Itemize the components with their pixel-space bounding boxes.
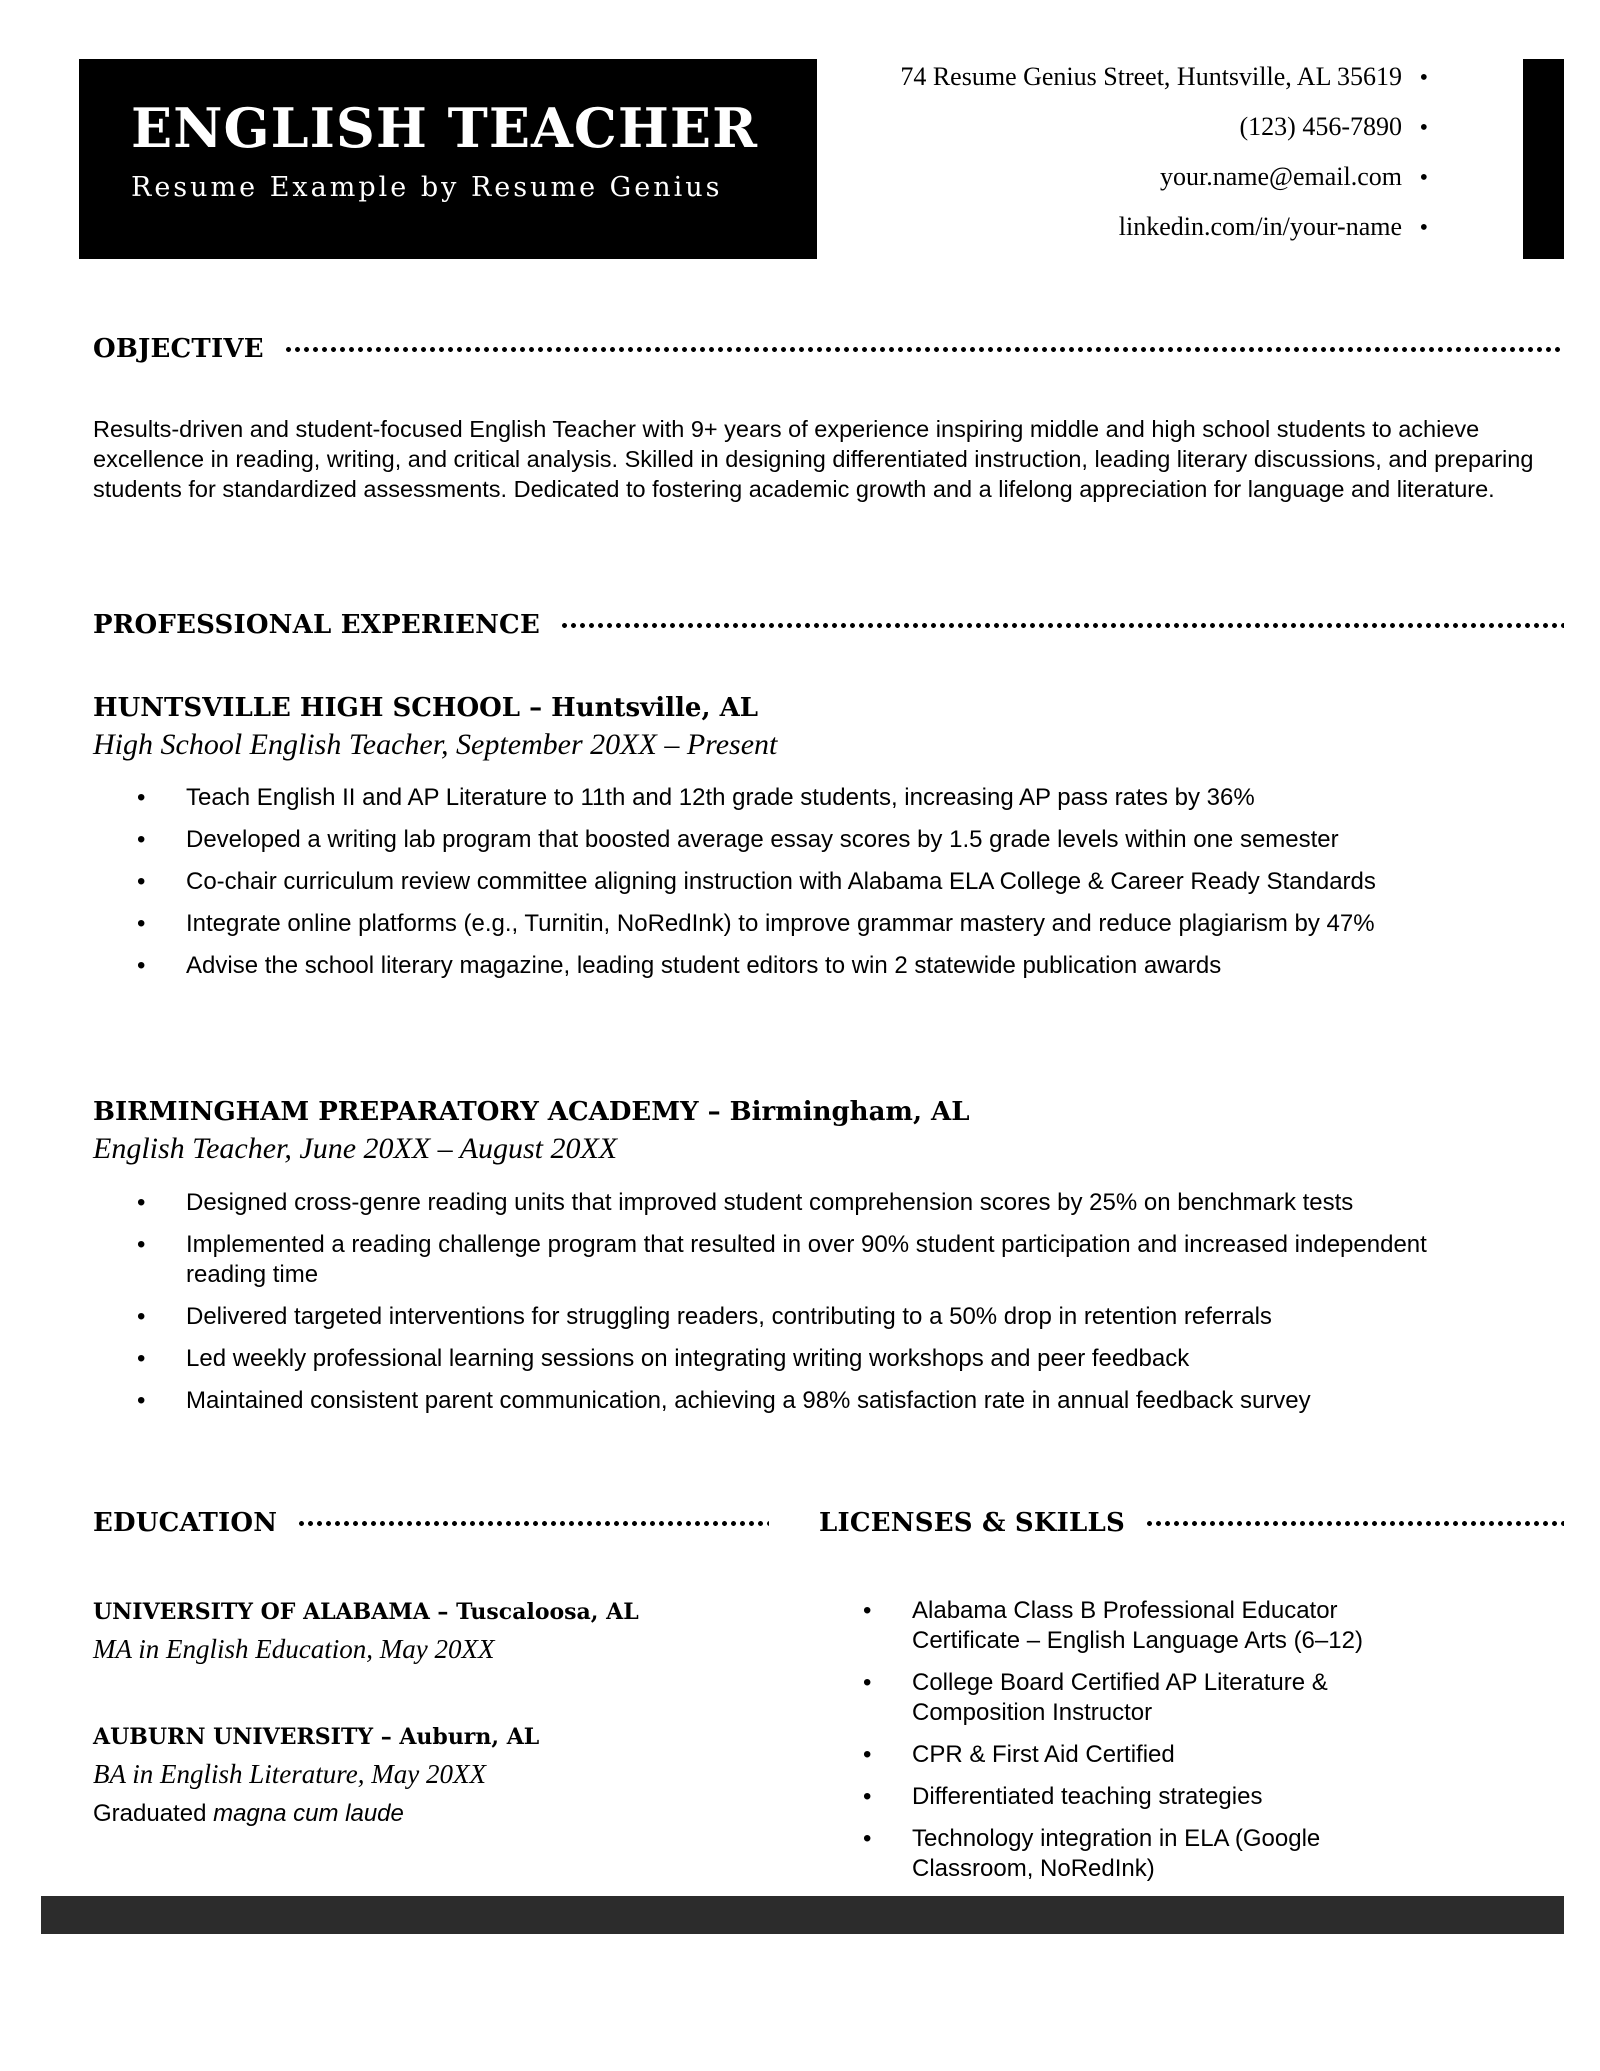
dotted-divider bbox=[284, 347, 1564, 352]
list-item: • Alabama Class B Professional Educator Certificate – English Language Arts (6–12) bbox=[819, 1596, 1379, 1656]
address-text: 74 Resume Genius Street, Huntsville, AL 35619 bbox=[900, 62, 1402, 91]
header-banner bbox=[79, 59, 817, 259]
job-employer: BIRMINGHAM PREPARATORY ACADEMY – Birmingham, AL bbox=[93, 1097, 970, 1127]
bullet-icon: • bbox=[1419, 215, 1428, 241]
list-item: • Teach English II and AP Literature to 11th and 12th grade students, increasing AP pass rates by 36% bbox=[93, 783, 1493, 813]
objective-text: Results-driven and student-focused English Teacher with 9+ years of experience inspiring middle and high school students to achieve excellence in reading, writing, and critical analysis. Skilled in designing differentiated instruction, leading literary discussions, and preparing students for standardized assessments. Dedicated to fostering academic growth and a lifelong appreciation for language and literature. bbox=[93, 416, 1534, 502]
list-item: • Co-chair curriculum review committee aligning instruction with Alabama ELA College & Career Ready Standards bbox=[93, 867, 1493, 897]
list-item: • Implemented a reading challenge program that resulted in over 90% student participation and increased independent reading time bbox=[93, 1230, 1493, 1290]
list-item: • Delivered targeted interventions for struggling readers, contributing to a 50% drop in retention referrals bbox=[93, 1302, 1493, 1332]
list-item: • College Board Certified AP Literature & Composition Instructor bbox=[819, 1668, 1379, 1728]
list-item: • Technology integration in ELA (Google Classroom, NoRedInk) bbox=[819, 1824, 1379, 1884]
education-heading-row bbox=[93, 1508, 769, 1538]
education-honors bbox=[93, 1800, 404, 1828]
dotted-divider bbox=[297, 1521, 769, 1526]
bullet-icon: • bbox=[1419, 65, 1428, 91]
resume-title: ENGLISH TEACHER bbox=[131, 96, 758, 160]
contact-email bbox=[900, 159, 1428, 209]
phone-text: (123) 456-7890 bbox=[1239, 112, 1402, 141]
skills-heading: LICENSES & SKILLS bbox=[819, 1508, 1125, 1538]
list-item: • Advise the school literary magazine, leading student editors to win 2 statewide publication awards bbox=[93, 951, 1493, 981]
email-link[interactable]: your.name@email.com bbox=[1160, 162, 1402, 191]
objective-heading-row bbox=[93, 334, 1564, 364]
list-item: • Led weekly professional learning sessions on integrating writing workshops and peer feedback bbox=[93, 1344, 1493, 1374]
education-degree: BA in English Literature, May 20XX bbox=[93, 1759, 486, 1789]
bullet-icon: • bbox=[1419, 165, 1428, 191]
job-bullet-list bbox=[93, 783, 1493, 993]
job-role: High School English Teacher, September 20XX – Present bbox=[93, 728, 778, 761]
skills-list bbox=[819, 1596, 1379, 1896]
contact-phone bbox=[900, 109, 1428, 159]
honors-latin: magna cum laude bbox=[213, 1800, 404, 1827]
footer-bar bbox=[41, 1896, 1564, 1934]
job-employer: HUNTSVILLE HIGH SCHOOL – Huntsville, AL bbox=[93, 693, 759, 723]
honors-prefix: Graduated bbox=[93, 1800, 207, 1827]
dotted-divider bbox=[560, 623, 1564, 628]
list-item: • Maintained consistent parent communication, achieving a 98% satisfaction rate in annual feedback survey bbox=[93, 1386, 1493, 1416]
job-role: English Teacher, June 20XX – August 20XX bbox=[93, 1132, 618, 1165]
list-item: • Designed cross-genre reading units that improved student comprehension scores by 25% on benchmark tests bbox=[93, 1188, 1493, 1218]
decorative-side-bar bbox=[1523, 59, 1564, 259]
resume-subtitle: Resume Example by Resume Genius bbox=[131, 172, 723, 203]
objective-heading: OBJECTIVE bbox=[93, 334, 264, 364]
list-item: • Integrate online platforms (e.g., Turnitin, NoRedInk) to improve grammar mastery and reduce plagiarism by 47% bbox=[93, 909, 1493, 939]
contact-linkedin bbox=[900, 209, 1428, 259]
experience-heading: PROFESSIONAL EXPERIENCE bbox=[93, 610, 540, 640]
experience-heading-row bbox=[93, 610, 1564, 640]
education-school: UNIVERSITY OF ALABAMA – Tuscaloosa, AL bbox=[93, 1599, 639, 1625]
linkedin-link[interactable]: linkedin.com/in/your-name bbox=[1118, 212, 1402, 241]
list-item: • Developed a writing lab program that boosted average essay scores by 1.5 grade levels within one semester bbox=[93, 825, 1493, 855]
bullet-icon: • bbox=[1419, 115, 1428, 141]
contact-block bbox=[900, 59, 1428, 259]
dotted-divider bbox=[1145, 1521, 1564, 1526]
education-degree: MA in English Education, May 20XX bbox=[93, 1634, 495, 1664]
list-item: • Differentiated teaching strategies bbox=[819, 1782, 1379, 1812]
skills-heading-row bbox=[819, 1508, 1564, 1538]
education-school: AUBURN UNIVERSITY – Auburn, AL bbox=[93, 1724, 540, 1750]
job-bullet-list bbox=[93, 1188, 1493, 1428]
education-heading: EDUCATION bbox=[93, 1508, 278, 1538]
list-item: • CPR & First Aid Certified bbox=[819, 1740, 1379, 1770]
contact-address bbox=[900, 59, 1428, 109]
